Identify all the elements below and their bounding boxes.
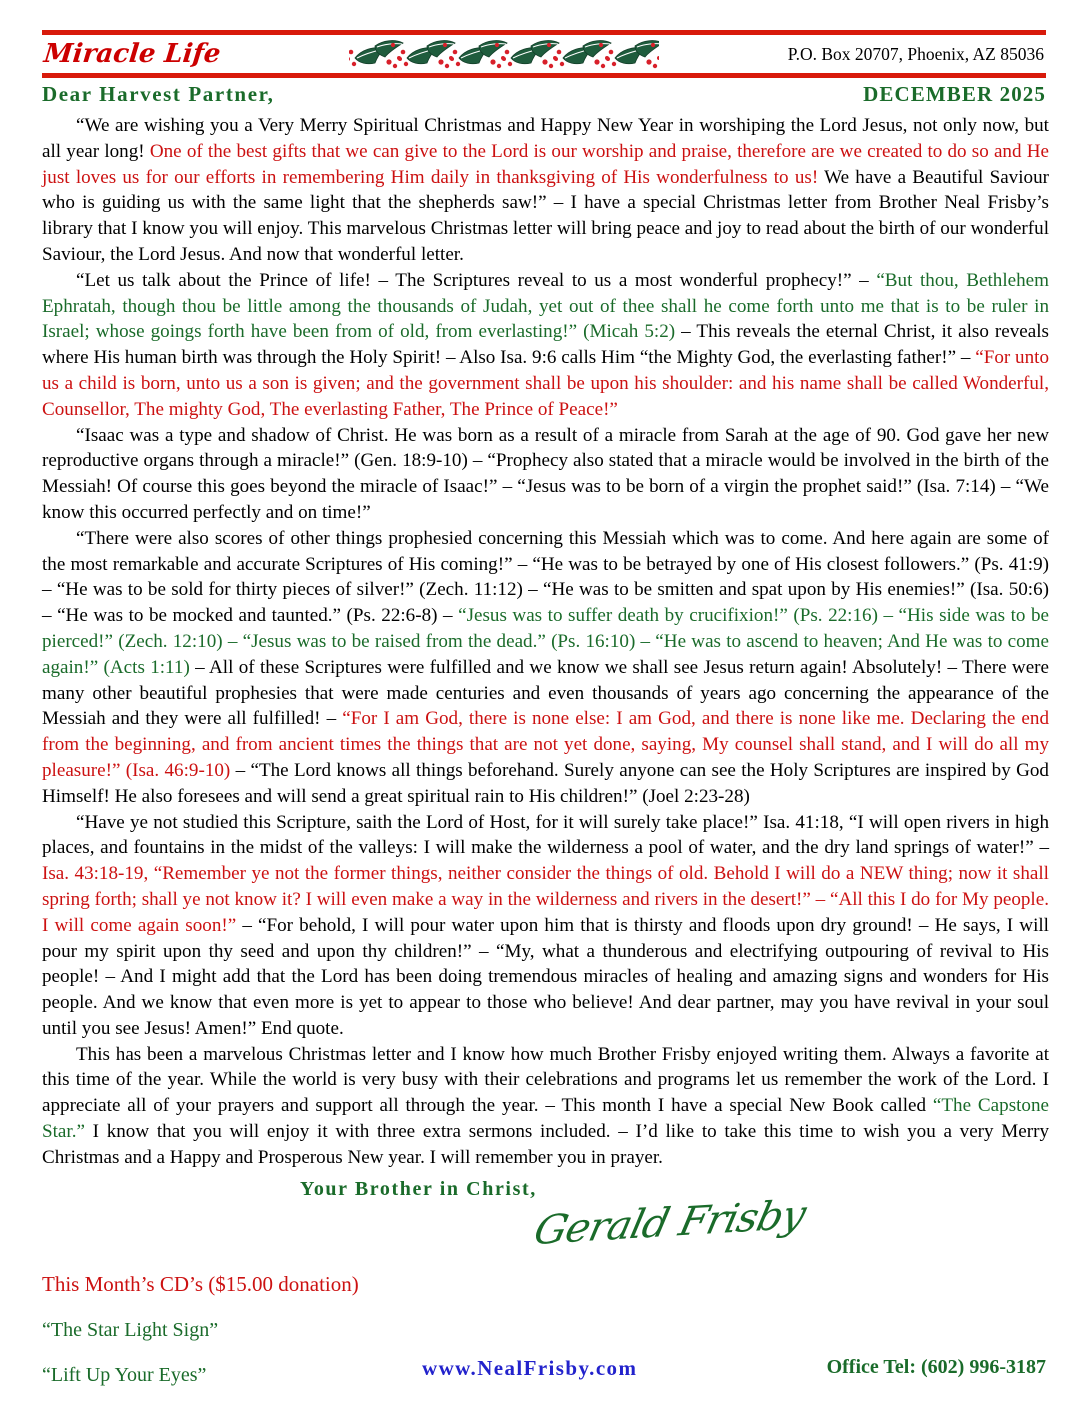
office-phone: Office Tel: (602) 996-3187 — [826, 1356, 1046, 1378]
cd-offers-title: This Month’s CD’s ($15.00 donation) — [42, 1272, 359, 1296]
p4-seg1: “There were also scores of other things prophesied concerning this Messiah which was to come. And here again are some of the most remarkable and accurate Scriptures of His coming!” – “He was to be betrayed by one of His closest followers.” (Ps. 41:9) – “He was to be sold for thirty pieces of silver!” (Zech. 11:12) – “He was to be smitten and spat upon by His enemies!” (Isa. 50:6) – “He was to be mocked and taunted.” (Ps. 22:6-8) – — [42, 527, 1049, 627]
cd-offer-item: “The Star Light Sign” — [42, 1319, 219, 1341]
website-link[interactable]: www.NealFrisby.com — [422, 1356, 638, 1380]
p6-seg1: This has been a marvelous Christmas letter and I know how much Brother Frisby enjoyed writing them. Always a favorite at this time of the year. While the world is very busy with their celebrations and programs let us remember the work of the Lord. I appreciate all of your prayers and support all through the year. – This month I have a special New Book called — [42, 1043, 1049, 1117]
p4-seg2-green: “Jesus was to suffer death by crucifixion!” (Ps. 22:16) – “His side was to be pierced!” (Zech. 12:10) – “Jesus was to be raised from the dead.” (Ps. 16:10) – “He was to ascend to heaven; And He was to come again!” (Acts 1:11) — [42, 605, 1049, 678]
p5-seg3: – “For behold, I will pour water upon him that is thirsty and floods upon dry ground! – He says, I will pour my spirit upon thy seed and upon thy children!” – “My, what a thunderous and electrifying outpouring of revival to His people! – And I might add that the Lord has been doing tremendous miracles of healing and amazing signs and wonders for His people. And we know that even more is yet to appear to those who believe! And dear partner, may you have revival in your soul until you see Jesus! Amen!” End quote. — [42, 914, 1049, 1039]
miracle-life-logo: Miracle Life — [42, 39, 222, 69]
salutation: Dear Harvest Partner, — [42, 82, 275, 106]
p6-seg2-green: “The Capstone Star.” — [42, 1095, 1049, 1143]
letter-body — [42, 113, 1049, 1171]
footer — [42, 1356, 1046, 1390]
p4-seg5: – “The Lord knows all things beforehand. Surely anyone can see the Holy Scriptures are inspired by God Himself! He also foresees and will send a great spiritual rain to His children!” (Joel 2:23-28) — [42, 759, 1049, 807]
p2-seg1: “Let us talk about the Prince of life! – The Scriptures reveal to us a most wonderful prophecy!” – — [76, 269, 877, 291]
p2-seg4-red: “For unto us a child is born, unto us a son is given; and the government shall be upon his shoulder: and his name shall be called Wonderful, Counsellor, The mighty God, The everlasting Father, The Prince of Peace!” — [42, 347, 1049, 420]
p4-seg3: – All of these Scriptures were fulfilled and we know we shall see Jesus return again! Absolutely! – There were many other beautiful prophesies that were made centuries and even thousands of years ago concerning the appearance of the Messiah and they were all fulfilled! – — [42, 656, 1050, 730]
p4-seg4-red: “For I am God, there is none else: I am God, and there is none like me. Declaring the end from the beginning, and from ancient times the things that are not yet done, saying, My counsel shall stand, and I will do all my pleasure!” (Isa. 46:9-10) — [42, 708, 1050, 781]
paragraph-3 — [42, 423, 1049, 526]
p5-seg1: “Have ye not studied this Scripture, saith the Lord of Host, for it will surely take place!” Isa. 41:18, “I will open rivers in high places, and fountains in the midst of the valleys: I will make the wilderness a pool of water, and the dry land springs of water!” – — [42, 811, 1049, 859]
signature: Gerald Frisby — [529, 1191, 810, 1255]
paragraph-2 — [42, 268, 1049, 423]
p1-seg1: “We are wishing you a Very Merry Spiritual Christmas and Happy New Year in worshiping the Lord Jesus, not only now, but all year long! — [42, 115, 1049, 162]
masthead-bottom-rule — [42, 73, 1046, 78]
p2-seg3: – This reveals the eternal Christ, it also reveals where His human birth was through the Holy Spirit! – Also Isa. 9:6 calls Him “the Mighty God, the everlasting father!” – — [42, 321, 1049, 369]
salutation-row — [42, 82, 1046, 107]
paragraph-1 — [42, 113, 1049, 268]
p1-seg3: We have a Beautiful Saviour who is guiding us with the same light that the shepherds saw!” – I have a special Christmas letter from Brother Neal Frisby’s library that I know you will enjoy. This marvelous Christmas letter will bring peace and joy to read about the birth of our wonderful Saviour, the Lord Jesus. And now that wonderful letter. — [42, 166, 1049, 265]
p6-seg3: I know that you will enjoy it with three extra sermons included. – I’d like to take this time to wish you a very Merry Christmas and a Happy and Prosperous New year. I will remember you in prayer. — [42, 1121, 1049, 1168]
holly-border-icon — [349, 35, 659, 73]
paragraph-5 — [42, 810, 1049, 1042]
p2-seg2-green: “But thou, Bethlehem Ephratah, though thou be little among the thousands of Judah, yet out of thee shall he come forth unto me that is to be ruler in Israel; whose goings forth have been from of old, from everlasting!” (Micah 5:2) — [42, 269, 1049, 343]
cd-offer-item: “Lift Up Your Eyes” — [42, 1364, 207, 1386]
paragraph-6 — [42, 1042, 1049, 1171]
p5-seg2-red: Isa. 43:18-19, “Remember ye not the former things, neither consider the things of old. Behold I will do a NEW thing; now it shall spring forth; shall ye not know it? I will even make a way in the wilderness and rivers in the desert!” – “All this I do for My people. I will come again soon!” — [42, 863, 1049, 936]
closing-block — [42, 1178, 1049, 1278]
masthead — [42, 30, 1046, 78]
return-address: P.O. Box 20707, Phoenix, AZ 85036 — [787, 43, 1044, 64]
p3-seg1: “Isaac was a type and shadow of Christ. He was born as a result of a miracle from Sarah at the age of 90. God gave her new reproductive organs through a miracle!” (Gen. 18:9-10) – “Prophecy also stated that a miracle would be involved in the birth of the Messiah! Of course this goes beyond the miracle of Isaac!” – “Jesus was to be born of a virgin the prophet said!” (Isa. 7:14) – “We know this occurred perfectly and on time!” — [42, 424, 1049, 523]
paragraph-4 — [42, 526, 1049, 810]
issue-date: DECEMBER 2025 — [863, 82, 1046, 106]
closing-text: Your Brother in Christ, — [300, 1178, 537, 1200]
p1-seg2-red: One of the best gifts that we can give to the Lord is our worship and praise, therefore are we created to do so and He just loves us for our efforts in remembering Him daily in thanksgiving of His wonderfulness to us! — [42, 140, 1049, 188]
